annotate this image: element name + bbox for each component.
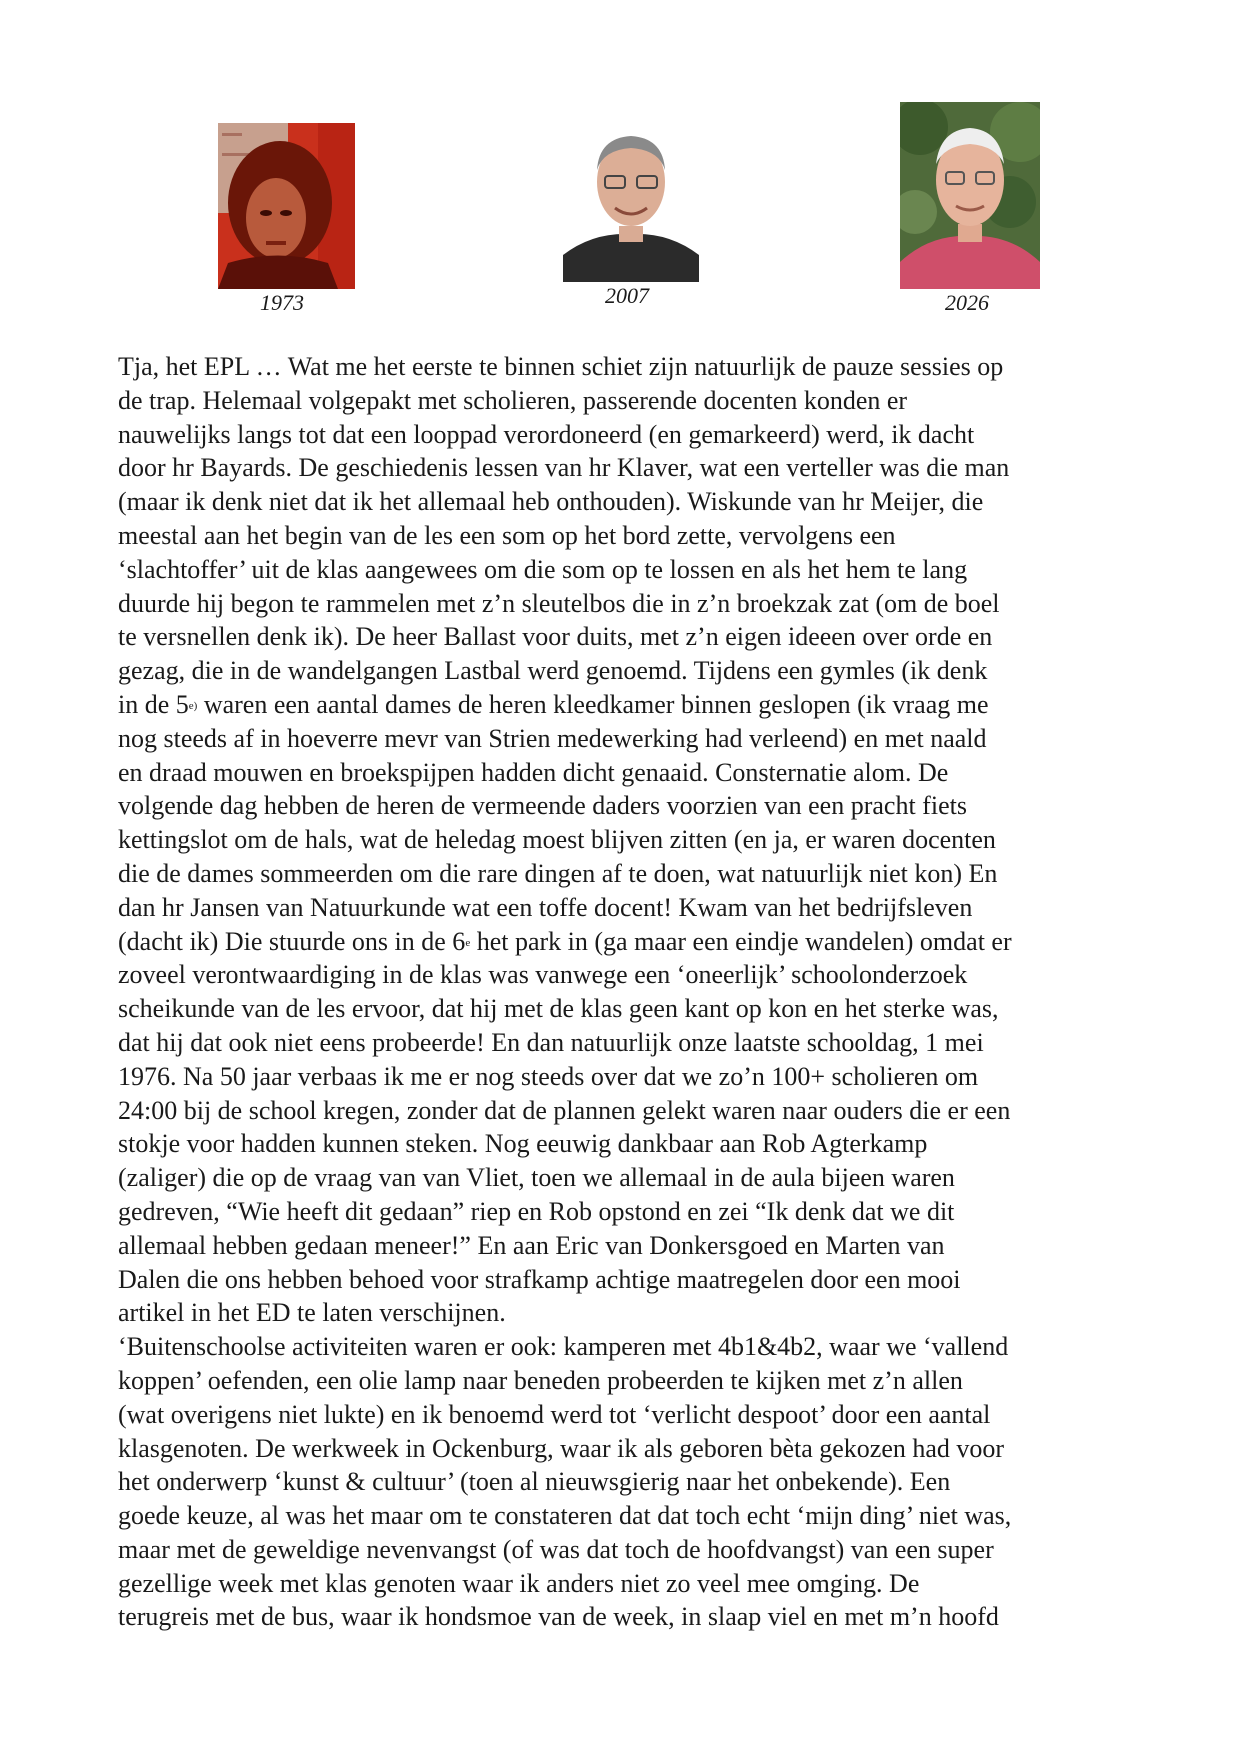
text-line: gezag, die in de wandelgangen Lastbal werd genoemd. Tijdens een gymles (ik denk <box>118 656 988 686</box>
text-line: 1976. Na 50 jaar verbaas ik me er nog steeds over dat we zo’n 100+ scholieren om <box>118 1061 979 1091</box>
memoir-text <box>118 350 1138 1634</box>
text-line: dat hij dat ook niet eens probeerde! En dan natuurlijk onze laatste schooldag, 1 mei <box>118 1027 984 1057</box>
photo-caption-2007: 2007 <box>605 283 649 308</box>
text-line: die de dames sommeerden om die rare dingen af te doen, wat natuurlijk niet kon) En <box>118 858 998 888</box>
text-segment: (dacht ik) Die stuurde ons in de 6 <box>118 926 466 956</box>
text-line: (maar ik denk niet dat ik het allemaal heb onthouden). Wiskunde van hr Meijer, die <box>118 487 984 517</box>
text-line <box>118 688 1138 722</box>
text-line: kettingslot om de hals, wat de heledag moest blijven zitten (en ja, er waren docenten <box>118 825 996 855</box>
text-line: terugreis met de bus, waar ik hondsmoe van de week, in slaap viel en met m’n hoofd <box>118 1602 999 1632</box>
text-line: stokje voor hadden kunnen steken. Nog eeuwig dankbaar aan Rob Agterkamp <box>118 1129 928 1159</box>
text-line: zoveel verontwaardiging in de klas was vanwege een ‘oneerlijk’ schoolonderzoek <box>118 960 968 990</box>
portrait-photo-2026 <box>900 102 1040 289</box>
text-line: Tja, het EPL … Wat me het eerste te binnen schiet zijn natuurlijk de pauze sessies op <box>118 352 1004 381</box>
text-line: meestal aan het begin van de les een som op het bord zette, vervolgens een <box>118 520 896 550</box>
portrait-photo-1973 <box>218 123 355 289</box>
text-segment: het park in (ga maar een eindje wandelen) omdat er <box>470 926 1012 956</box>
text-line: ‘Buitenschoolse activiteiten waren er ook: kamperen met 4b1&4b2, waar we ‘vallend <box>118 1332 1009 1362</box>
text-line: te versnellen denk ik). De heer Ballast voor duits, met z’n eigen ideeen over orde en <box>118 622 993 652</box>
text-segment: in de 5 <box>118 689 189 719</box>
portrait-photo-2007 <box>563 120 699 282</box>
text-line: volgende dag hebben de heren de vermeende daders voorzien van een pracht fiets <box>118 791 967 821</box>
text-line: allemaal hebben gedaan meneer!” En aan Eric van Donkersgoed en Marten van <box>118 1230 945 1260</box>
text-line: door hr Bayards. De geschiedenis lessen van hr Klaver, wat een verteller was die man <box>118 453 1010 483</box>
text-line: het onderwerp ‘kunst & cultuur’ (toen al nieuwsgierig naar het onbekende). Een <box>118 1467 951 1497</box>
text-line: Dalen die ons hebben behoed voor strafkamp achtige maatregelen door een mooi <box>118 1264 961 1294</box>
text-line: maar met de geweldige nevenvangst (of was dat toch de hoofdvangst) van een super <box>118 1534 994 1564</box>
text-line: duurde hij begon te rammelen met z’n sleutelbos die in z’n broekzak zat (om de boel <box>118 588 1000 618</box>
text-line: artikel in het ED te laten verschijnen. <box>118 1298 506 1328</box>
text-line: koppen’ oefenden, een olie lamp naar beneden probeerden te kijken met z’n allen <box>118 1365 963 1395</box>
text-line: ‘slachtoffer’ uit de klas aangewees om die som op te lossen en als het hem te lang <box>118 554 968 584</box>
text-line: en draad mouwen en broekspijpen hadden dicht genaaid. Consternatie alom. De <box>118 757 949 787</box>
text-line: gezellige week met klas genoten waar ik anders niet zo veel mee omging. De <box>118 1568 920 1598</box>
superscript: e <box>465 936 471 949</box>
photo-caption-2026: 2026 <box>945 290 989 315</box>
text-line: 24:00 bij de school kregen, zonder dat de plannen gelekt waren naar ouders die er een <box>118 1095 1011 1125</box>
text-line <box>118 925 1138 959</box>
text-line: goede keuze, al was het maar om te constateren dat dat toch echt ‘mijn ding’ niet was, <box>118 1501 1012 1531</box>
text-line: (zaliger) die op de vraag van van Vliet, toen we allemaal in de aula bijeen waren <box>118 1163 955 1193</box>
superscript: e) <box>188 699 198 712</box>
photo-caption-1973: 1973 <box>260 290 304 315</box>
text-line: dan hr Jansen van Natuurkunde wat een toffe docent! Kwam van het bedrijfsleven <box>118 892 973 922</box>
text-line: gedreven, “Wie heeft dit gedaan” riep en Rob opstond en zei “Ik denk dat we dit <box>118 1196 955 1226</box>
text-line: nog steeds af in hoeverre mevr van Strien medewerking had verleend) en met naald <box>118 723 987 753</box>
text-line: klasgenoten. De werkweek in Ockenburg, waar ik als geboren bèta gekozen had voor <box>118 1433 1005 1463</box>
text-line: scheikunde van de les ervoor, dat hij met de klas geen kant op kon en het sterke was, <box>118 994 999 1024</box>
text-segment: waren een aantal dames de heren kleedkamer binnen geslopen (ik vraag me <box>197 689 989 719</box>
text-line: nauwelijks langs tot dat een looppad verordoneerd (en gemarkeerd) werd, ik dacht <box>118 419 975 449</box>
text-line: (wat overigens niet lukte) en ik benoemd werd tot ‘verlicht despoot’ door een aantal <box>118 1399 991 1429</box>
text-line: de trap. Helemaal volgepakt met scholieren, passerende docenten konden er <box>118 385 908 415</box>
